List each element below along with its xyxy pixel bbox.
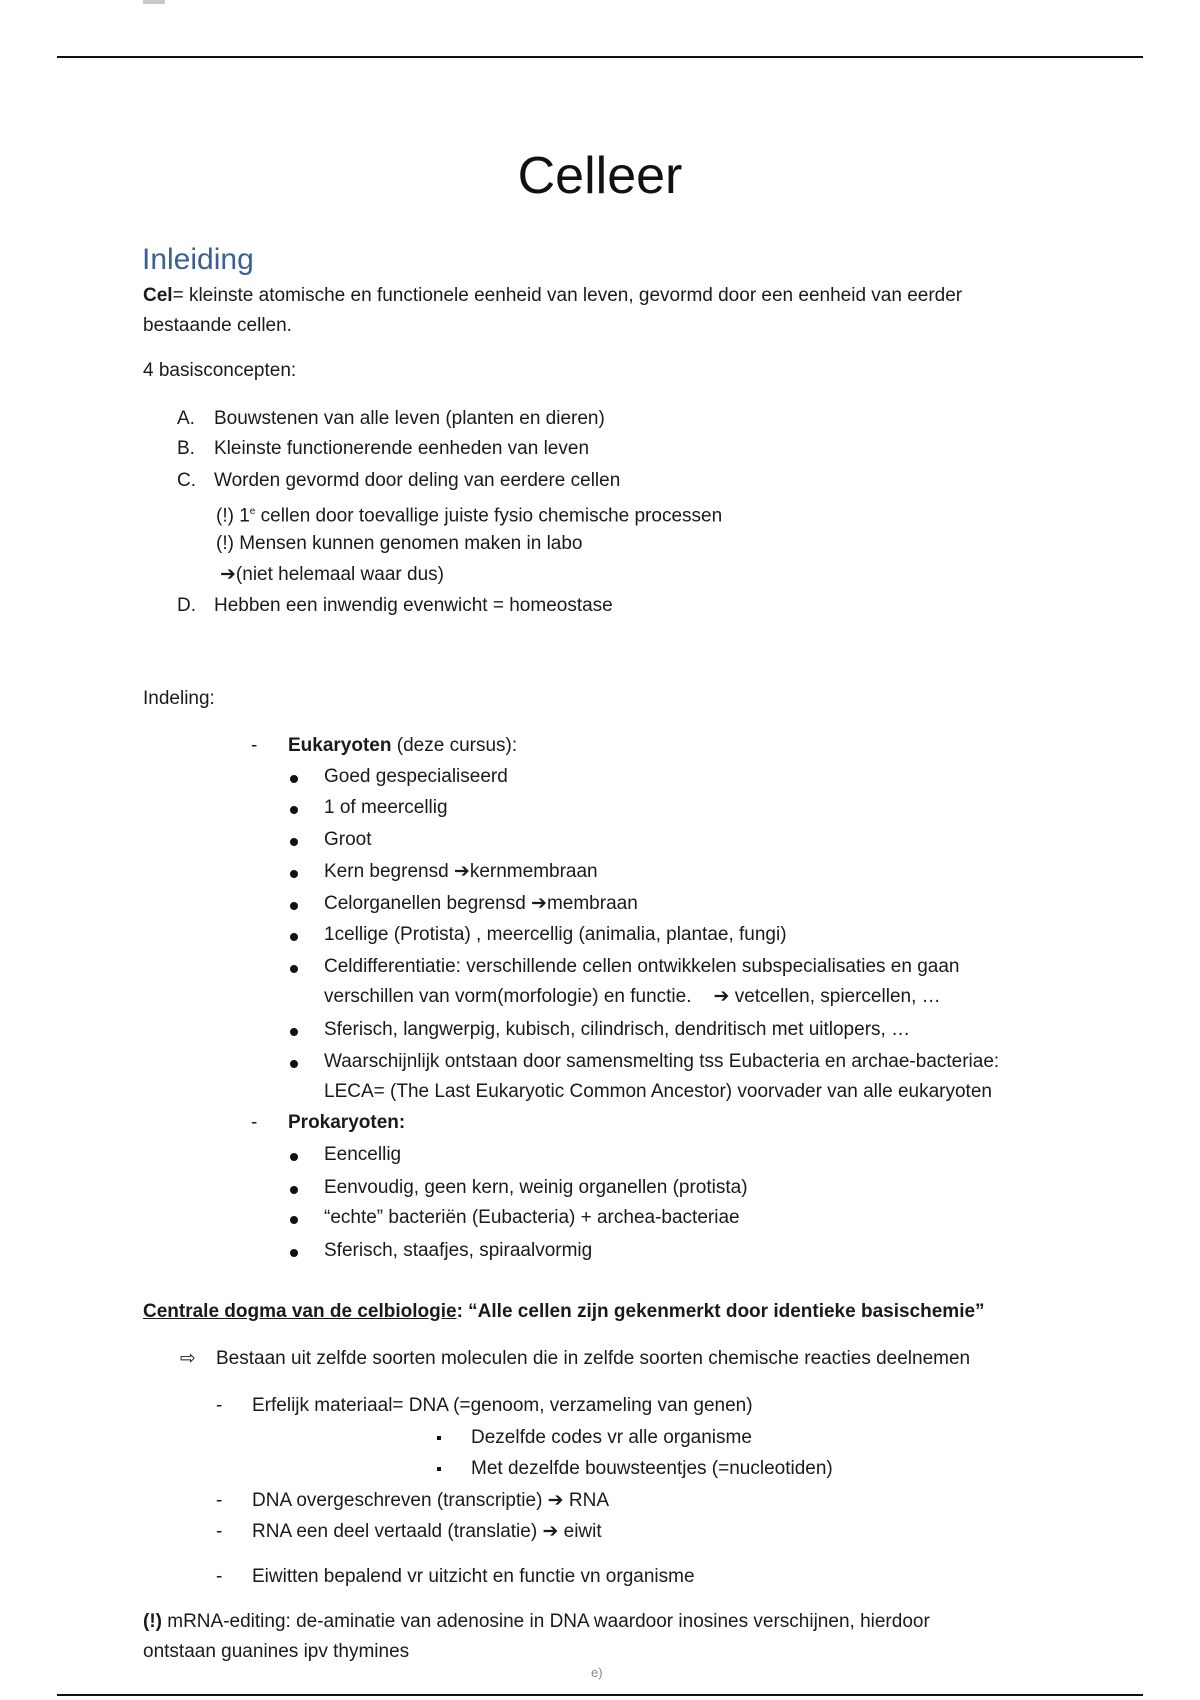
concept-text-d: Hebben een inwendig evenwicht = homeostase: [214, 595, 613, 616]
prokaryoten-item: “echte” bacteriën (Eubacteria) + archea-bacteriae: [324, 1207, 740, 1228]
concept-c-note-3: [220, 563, 444, 587]
eukaryoten-item-cont: [324, 985, 941, 1009]
intro-definition-text: = kleinste atomische en functionele eenheid van leven, gevormd door een eenheid van eerder: [172, 285, 963, 306]
bullet-icon: [290, 806, 298, 814]
mrna-note-cont: ontstaan guanines ipv thymines: [143, 1641, 410, 1662]
intro-term: Cel: [143, 285, 173, 306]
diff-examples: vetcellen, spiercellen, …: [734, 986, 941, 1007]
bullet-icon: [290, 870, 298, 878]
mrna-note: [143, 1610, 930, 1634]
eukaryoten-heading: [288, 734, 517, 758]
bullet-icon: [290, 775, 298, 783]
eukaryoten-item: 1cellige (Protista) , meercellig (animalia, plantae, fungi): [324, 924, 787, 945]
footer-mark: e): [591, 1665, 603, 1680]
concept-letter-d: D.: [177, 595, 196, 616]
dogma-dash: -: [216, 1566, 223, 1587]
dogma-item-3: [252, 1520, 602, 1544]
arrow-icon: ➔: [547, 1490, 564, 1511]
bullet-icon: [290, 933, 298, 941]
prokaryoten-item: Eenvoudig, geen kern, weinig organellen (protista): [324, 1177, 748, 1198]
concept-c-note-1: [216, 500, 722, 528]
note1-sup: e: [249, 506, 256, 517]
item3-a: RNA een deel vertaald (translatie): [252, 1521, 543, 1542]
bullet-icon: [290, 1186, 298, 1194]
eukaryoten-item: 1 of meercellig: [324, 797, 448, 818]
concepts-label: 4 basisconcepten:: [143, 360, 297, 381]
dogma-item-2: [252, 1489, 609, 1513]
indeling-label: Indeling:: [143, 688, 215, 709]
eukaryoten-item: Groot: [324, 829, 372, 850]
note1-prefix: (!) 1: [216, 505, 250, 527]
prokaryoten-item: Eencellig: [324, 1144, 402, 1165]
dogma-point: Bestaan uit zelfde soorten moleculen die in zelfde soorten chemische reacties deelnemen: [216, 1348, 971, 1369]
dogma-quote: “Alle cellen zijn gekenmerkt door identieke basischemie”: [462, 1301, 985, 1322]
intro-definition: [143, 284, 962, 308]
eukaryoten-item: Celorganellen begrensd ➔membraan: [324, 893, 638, 914]
eukaryoten-suffix: (deze cursus):: [391, 735, 518, 756]
item2-a: DNA overgeschreven (transcriptie): [252, 1490, 548, 1511]
concept-text-a: Bouwstenen van alle leven (planten en dieren): [214, 408, 605, 429]
dogma-colon: :: [456, 1301, 463, 1322]
item2-b: RNA: [563, 1490, 609, 1511]
dogma-heading: [143, 1300, 985, 1324]
item3-b: eiwit: [558, 1521, 602, 1542]
bottom-rule: [57, 1694, 1143, 1696]
bullet-icon: [290, 1153, 298, 1161]
concept-letter-c: C.: [177, 470, 196, 491]
note1-rest: cellen door toevallige juiste fysio chemische processen: [255, 505, 723, 527]
bullet-icon: [290, 1060, 298, 1068]
eukaryoten-item: Sferisch, langwerpig, kubisch, cilindrisch, dendritisch met uitlopers, …: [324, 1019, 911, 1040]
eukaryoten-item: Waarschijnlijk ontstaan door samensmelting tss Eubacteria en archae-bacteriae:: [324, 1051, 1000, 1072]
concept-c-note-2: (!) Mensen kunnen genomen maken in labo: [216, 533, 583, 554]
square-bullet-icon: [437, 1436, 441, 1440]
concept-text-c: Worden gevormd door deling van eerdere cellen: [214, 470, 621, 491]
eukaryoten-dash: -: [251, 735, 258, 756]
dogma-dash: -: [216, 1490, 223, 1511]
bullet-icon: [290, 1216, 298, 1224]
bullet-icon: [290, 965, 298, 973]
bullet-icon: [290, 902, 298, 910]
dogma-item-1: Erfelijk materiaal= DNA (=genoom, verzameling van genen): [252, 1395, 753, 1416]
section-heading: Inleiding: [142, 243, 254, 276]
concept-letter-b: B.: [177, 438, 195, 459]
prokaryoten-dash: -: [251, 1112, 258, 1133]
bullet-icon: [290, 1249, 298, 1257]
intro-definition-cont: bestaande cellen.: [143, 315, 292, 336]
eukaryoten-title: Eukaryoten: [288, 735, 392, 756]
top-rule: [57, 56, 1143, 58]
concept-text-b: Kleinste functionerende eenheden van leven: [214, 438, 590, 459]
dogma-dash: -: [216, 1395, 223, 1416]
dogma-sub-1: Dezelfde codes vr alle organisme: [471, 1427, 752, 1448]
dogma-title: Centrale dogma van de celbiologie: [143, 1301, 457, 1322]
arrow-icon: ➔: [542, 1521, 559, 1542]
bullet-icon: [290, 838, 298, 846]
concept-letter-a: A.: [177, 408, 195, 429]
dogma-dash: -: [216, 1521, 223, 1542]
note3-text: (niet helemaal waar dus): [235, 564, 444, 585]
eukaryoten-item: Goed gespecialiseerd: [324, 766, 508, 787]
square-bullet-icon: [437, 1467, 441, 1471]
arrow-icon: ➔: [220, 564, 236, 585]
eukaryoten-item: Celdifferentiatie: verschillende cellen ontwikkelen subspecialisaties en gaan: [324, 956, 960, 977]
top-scan-mark: [143, 0, 165, 4]
dogma-sub-2: Met dezelfde bouwsteentjes (=nucleotiden): [471, 1458, 833, 1479]
note-line1: mRNA-editing: de-aminatie van adenosine in DNA waardoor inosines verschijnen, hierdoor: [161, 1611, 930, 1632]
dogma-point-arrow-icon: ⇨: [180, 1348, 196, 1369]
prokaryoten-heading: Prokaryoten:: [288, 1112, 406, 1133]
page-title: Celleer: [517, 147, 683, 205]
arrow-icon: ➔: [713, 986, 730, 1007]
eukaryoten-item-cont: LECA= (The Last Eukaryotic Common Ancestor) voorvader van alle eukaryoten: [324, 1081, 992, 1102]
dogma-item-4: Eiwitten bepalend vr uitzicht en functie vn organisme: [252, 1566, 695, 1587]
note-mark: (!): [143, 1611, 162, 1632]
prokaryoten-item: Sferisch, staafjes, spiraalvormig: [324, 1240, 593, 1261]
diff-cont: verschillen van vorm(morfologie) en functie.: [324, 986, 692, 1007]
eukaryoten-item: Kern begrensd ➔kernmembraan: [324, 861, 598, 882]
bullet-icon: [290, 1028, 298, 1036]
